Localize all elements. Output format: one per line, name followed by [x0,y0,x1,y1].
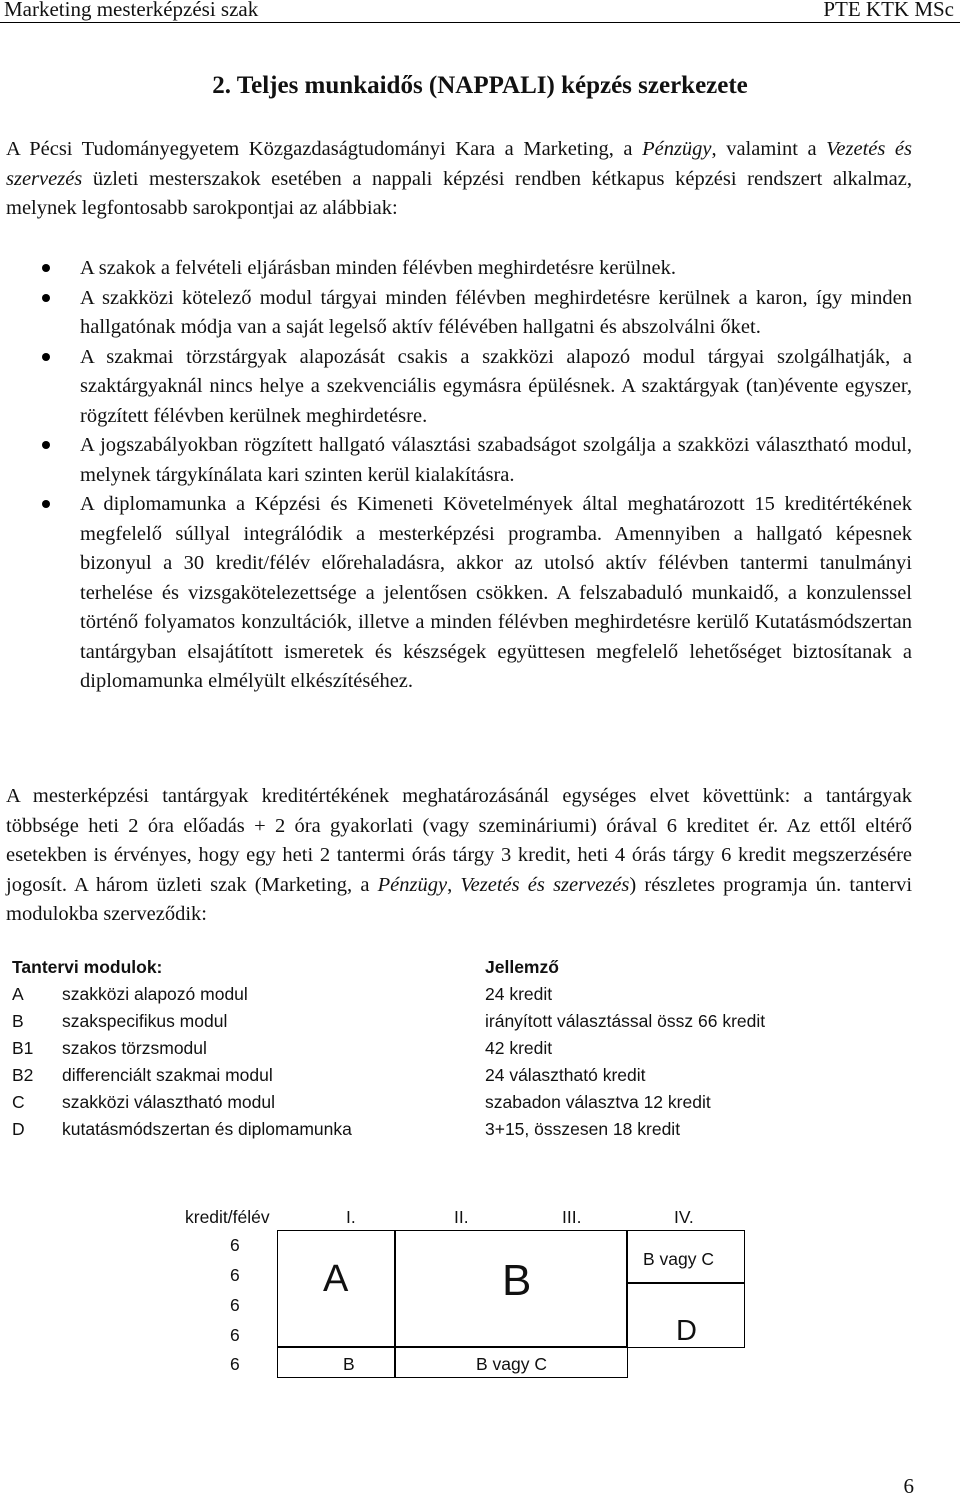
modules-table [12,957,912,1146]
credit-text-3: ) részletes programja ún. tantervi modulokba szerveződik: [6,873,913,925]
header-left: Marketing mesterképzési szak [4,0,259,21]
modules-header-left: Tantervi modulok: [12,957,163,977]
module-code: B2 [12,1065,34,1085]
module-desc: 24 kredit [485,984,553,1004]
credit-paragraph [6,782,912,930]
credit-italic-1: Pénzügy [377,873,448,896]
intro-paragraph [6,135,912,224]
list-item [42,490,912,697]
module-code: D [12,1119,25,1139]
bullet-list [42,254,912,697]
table-row [12,1092,912,1119]
cell-b-or-c-bottom-label: B vagy C [476,1354,547,1374]
module-name: differenciált szakmai modul [62,1065,273,1085]
bullet-text: A szakközi kötelező modul tárgyai minden félévben meghirdetésre kerülnek a karon, így minden hallgatónak módja van a saját legelső aktív félévében hallgatni és abszolválni őket. [80,286,912,338]
cell-b-bottom-label: B [343,1354,355,1374]
cell-a-label: A [323,1258,349,1300]
section-title: 2. Teljes munkaidős (NAPPALI) képzés szerkezete [212,72,748,99]
table-row [12,1065,912,1092]
credit-label: 6 [230,1235,240,1255]
module-name: szakközi alapozó modul [62,984,248,1004]
credit-text-1: A mesterképzési tantárgyak kreditértékének meghatározásánál egységes elvet követtünk: a tantárgyak többsége heti 2 óra előadás + 2 óra gyakorlati (vagy szemináriumi) órával 6 kreditet ér. Az ettől eltérő esetekben is érvényes, hogy egy heti 2 tantermi órás tárgy 3 kredit, heti 4 órás tárgy 6 kredit megszerzésére jogosít. A három üzleti szak (Marketing, a [6,785,912,896]
page-number: 6 [903,1474,914,1498]
bullet-icon [42,353,50,361]
credit-label: 6 [230,1295,240,1315]
module-name: szakközi választható modul [62,1092,276,1112]
module-code: A [12,984,24,1004]
semester-label: II. [454,1207,469,1227]
cell-b-or-c-top-label: B vagy C [643,1249,714,1269]
modules-header-row [12,957,912,984]
list-item [42,431,912,490]
intro-italic-2: Vezetés és szervezés [6,138,912,190]
bullet-icon [42,441,50,449]
grid-corner-label: kredit/félév [185,1207,270,1227]
intro-text-1: A Pécsi Tudományegyetem Közgazdaságtudományi Kara a Marketing, a [6,138,643,160]
header-right: PTE KTK MSc [823,0,954,21]
page-header [0,0,960,23]
credit-label: 6 [230,1265,240,1285]
credit-label: 6 [230,1325,240,1345]
cell-b-bottom [277,1346,396,1378]
bullet-text: A jogszabályokban rögzített hallgató választási szabadságot szolgálja a szakközi választható modul, melynek tárgykínálata kari szinten kerül kialakításra. [80,434,912,486]
module-desc: szabadon választva 12 kredit [485,1092,711,1112]
module-desc: 3+15, összesen 18 kredit [485,1119,681,1139]
bullet-text: A diplomamunka a Képzési és Kimeneti Követelmények által meghatározott 15 kreditértékének megfelelő súllyal integrálódik a mesterképzési programba. Amennyiben a hallgató képesnek bizonyul a 30 kredit/félév előrehaladásra, akkor az utolsó aktív félévben tantermi tanulmányi terhelése és vizsgakötelezettsége a jelentősen csökken. A felszabaduló munkaidő, a konzulenssel történő folyamatos konzultációk, illetve a minden félévben meghirdetésre kerülő Kutatásmódszertan tantárgyban elsajátított ismeretek és készségek együttesen megfelelő lehetőséget biztosítanak a diplomamunka elmélyült elkészítéséhez. [80,493,912,692]
bullet-text: A szakmai törzstárgyak alapozását csakis a szakközi alapozó modul tárgyai szolgálhatják, a szaktárgyaknál nincs helye a szekvenciális egymásra épülésnek. A szaktárgyak (tan)évente egyszer, rögzített félévben kerülnek meghirdetésre. [80,345,912,427]
semester-label: III. [562,1207,582,1227]
bullet-icon [42,264,50,272]
module-name: kutatásmódszertan és diplomamunka [62,1119,352,1139]
modules-header-right: Jellemző [485,957,559,977]
semester-grid [180,1205,740,1385]
table-row [12,984,912,1011]
module-name: szakspecifikus modul [62,1011,228,1031]
intro-text-3: üzleti mesterszakok esetében a nappali képzési rendben kétkapus képzési rendszert alkalmaz, melynek legfontosabb sarokpontjai az alábbiak: [6,167,912,219]
table-row [12,1038,912,1065]
module-desc: 24 választható kredit [485,1065,646,1085]
cell-b-label: B [502,1256,532,1305]
semester-label: IV. [674,1207,694,1227]
module-name: szakos törzsmodul [62,1038,207,1058]
module-code: B1 [12,1038,34,1058]
semester-label: I. [346,1207,356,1227]
list-item [42,284,912,343]
credit-label: 6 [230,1354,240,1374]
module-code: C [12,1092,25,1112]
module-desc: irányított választással össz 66 kredit [485,1011,766,1031]
intro-text-2: , valamint a [711,138,827,160]
cell-d-label: D [676,1315,697,1347]
intro-italic-1: Pénzügy [642,138,712,160]
list-item [42,254,912,284]
bullet-icon [42,294,50,302]
bullet-text: A szakok a felvételi eljárásban minden félévben meghirdetésre kerülnek. [80,257,676,279]
table-row [12,1119,912,1146]
bullet-icon [42,500,50,508]
table-row [12,1011,912,1038]
credit-text-2: , [447,873,461,896]
credit-italic-2: Vezetés és szervezés [460,873,630,896]
module-desc: 42 kredit [485,1038,553,1058]
module-code: B [12,1011,24,1031]
list-item [42,343,912,432]
